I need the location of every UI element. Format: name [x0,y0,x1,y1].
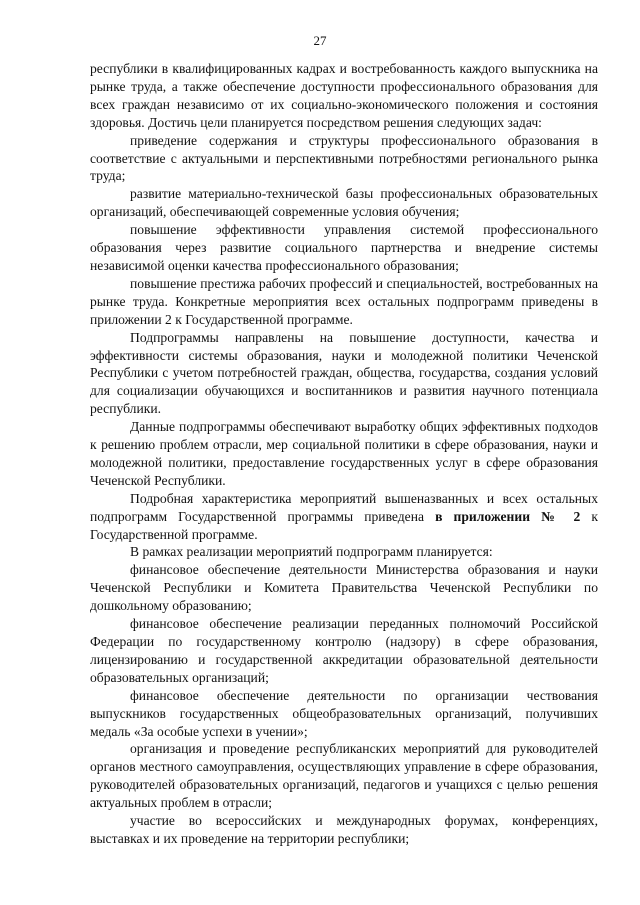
paragraph-planned-1: финансовое обеспечение деятельности Министерства образования и науки Чеченской Республики и Комитета Правительства Чеченской Республики по дошкольному образованию; [90,562,598,614]
detail-text-before: Подробная характеристика мероприятий вышеназванных и всех остальных подпрограмм Государственной программы приведена [90,490,598,524]
paragraph-subprograms-aim: Подпрограммы направлены на повышение доступности, качества и эффективности системы образования, науки и молодежной политики Чеченской Республики с учетом потребностей граждан, общества, государства, создания условий для социализации обучающихся и воспитанников и развития научного потенциала республики. [90,329,598,417]
document-body [90,60,598,848]
paragraph-continuation: республики в квалифицированных кадрах и востребованность каждого выпускника на рынке труда, а также обеспечение доступности профессионального образования для всех граждан независимо от их социально-экономического положения и состояния здоровья. Достичь цели планируется посредством решения следующих задач: [90,61,598,130]
paragraph-detail-reference [90,490,598,544]
paragraph-task-3: повышение эффективности управления системой профессионального образования через развитие социального партнерства и внедрение системы независимой оценки качества профессионального образования; [90,222,598,273]
appendix-reference: в приложении № 2 [435,508,581,524]
paragraph-planned-2: финансовое обеспечение реализации переданных полномочий Российской Федерации по государственному контролю (надзору) в сфере образования, лицензированию и государственной аккредитации образовательной деятельности образовательных организаций; [90,616,598,685]
paragraph-planned-5: участие во всероссийских и международных форумах, конференциях, выставках и их проведение на территории республики; [90,813,598,846]
paragraph-task-4: повышение престижа рабочих профессий и специальностей, востребованных на рынке труда. Конкретные мероприятия всех остальных подпрограмм приведены в приложении 2 к Государственной программе. [90,275,598,327]
paragraph-task-2: развитие материально-технической базы профессиональных образовательных организаций, обеспечивающей современные условия обучения; [90,186,598,220]
detail-text-after: к Государственной программе. [90,508,598,542]
paragraph-task-1: приведение содержания и структуры профессионального образования в соответствие с актуальными и перспективными потребностями регионального рынка труда; [90,132,598,184]
paragraph-subprograms-approach: Данные подпрограммы обеспечивают выработку общих эффективных подходов к решению проблем отрасли, мер социальной политики в сфере образования, науки и молодежной политики, предоставление государственных услуг в сфере образования Чеченской Республики. [90,419,598,488]
paragraph-planned-intro: В рамках реализации мероприятий подпрограмм планируется: [130,544,493,560]
page-number: 27 [313,33,327,48]
paragraph-planned-3: финансовое обеспечение деятельности по организации чествования выпускников государственных общеобразовательных организаций, получивших медаль «За особые успехи в учении»; [90,687,598,739]
paragraph-planned-4: организация и проведение республиканских мероприятий для руководителей органов местного самоуправления, осуществляющих управление в сфере образования, руководителей образовательных организаций, педагогов и учащихся с целью решения актуальных проблем в отрасли; [90,741,598,811]
